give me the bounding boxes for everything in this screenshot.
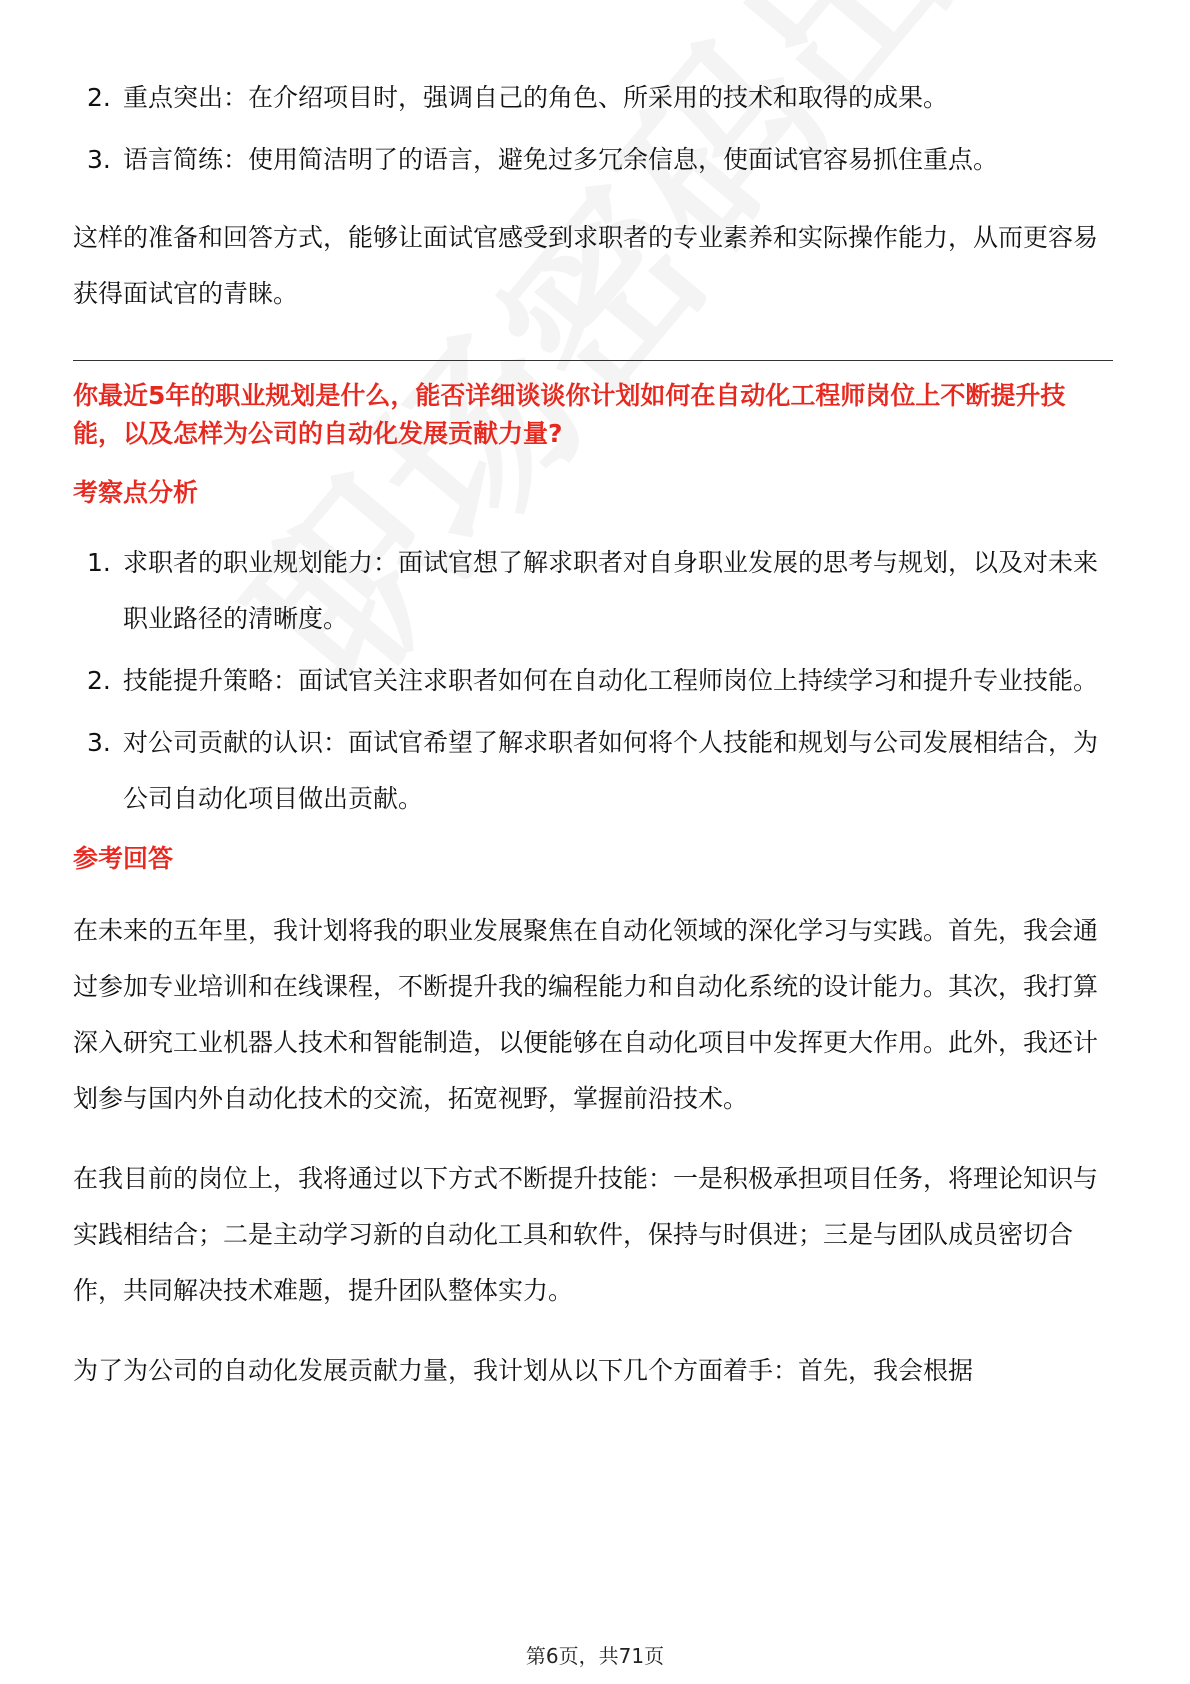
analysis-list	[73, 535, 1113, 827]
list-text: 对公司贡献的认识：面试官希望了解求职者如何将个人技能和规划与公司发展相结合，为公司自动化项目做出贡献。	[123, 728, 1099, 813]
answer-paragraph: 在我目前的岗位上，我将通过以下方式不断提升技能：一是积极承担项目任务，将理论知识与实践相结合；二是主动学习新的自动化工具和软件，保持与时俱进；三是与团队成员密切合作，共同解决技术难题，提升团队整体实力。	[73, 1164, 1099, 1305]
top-list	[73, 70, 1113, 188]
list-number: 1.	[87, 548, 111, 577]
list-item	[73, 535, 1113, 647]
list-text: 求职者的职业规划能力：面试官想了解求职者对自身职业发展的思考与规划，以及对未来职业路径的清晰度。	[123, 548, 1099, 633]
list-text: 技能提升策略：面试官关注求职者如何在自动化工程师岗位上持续学习和提升专业技能。	[123, 666, 1099, 695]
list-item	[73, 653, 1113, 709]
page-number: 第6页，共71页	[525, 1644, 665, 1668]
list-number: 2.	[87, 666, 111, 695]
analysis-heading: 考察点分析	[73, 478, 199, 507]
answer-paragraph: 在未来的五年里，我计划将我的职业发展聚焦在自动化领域的深化学习与实践。首先，我会通过参加专业培训和在线课程，不断提升我的编程能力和自动化系统的设计能力。其次，我打算深入研究工业机器人技术和智能制造，以便能够在自动化项目中发挥更大作用。此外，我还计划参与国内外自动化技术的交流，拓宽视野，掌握前沿技术。	[73, 916, 1099, 1113]
list-text: 重点突出：在介绍项目时，强调自己的角色、所采用的技术和取得的成果。	[123, 83, 949, 112]
list-item	[73, 715, 1113, 827]
list-item	[73, 70, 1113, 126]
question-title: 你最近5年的职业规划是什么，能否详细谈谈你计划如何在自动化工程师岗位上不断提升技能，以及怎样为公司的自动化发展贡献力量?	[73, 381, 1066, 448]
section-divider	[73, 360, 1113, 361]
summary-paragraph: 这样的准备和回答方式，能够让面试官感受到求职者的专业素养和实际操作能力，从而更容易获得面试官的青睐。	[73, 223, 1099, 308]
list-number: 3.	[87, 145, 111, 174]
list-number: 3.	[87, 728, 111, 757]
page-content	[73, 70, 1113, 1399]
list-number: 2.	[87, 83, 111, 112]
list-text: 语言简练：使用简洁明了的语言，避免过多冗余信息，使面试官容易抓住重点。	[123, 145, 999, 174]
answer-paragraph: 为了为公司的自动化发展贡献力量，我计划从以下几个方面着手：首先，我会根据	[73, 1356, 974, 1385]
list-item	[73, 132, 1113, 188]
answer-heading: 参考回答	[73, 844, 174, 873]
